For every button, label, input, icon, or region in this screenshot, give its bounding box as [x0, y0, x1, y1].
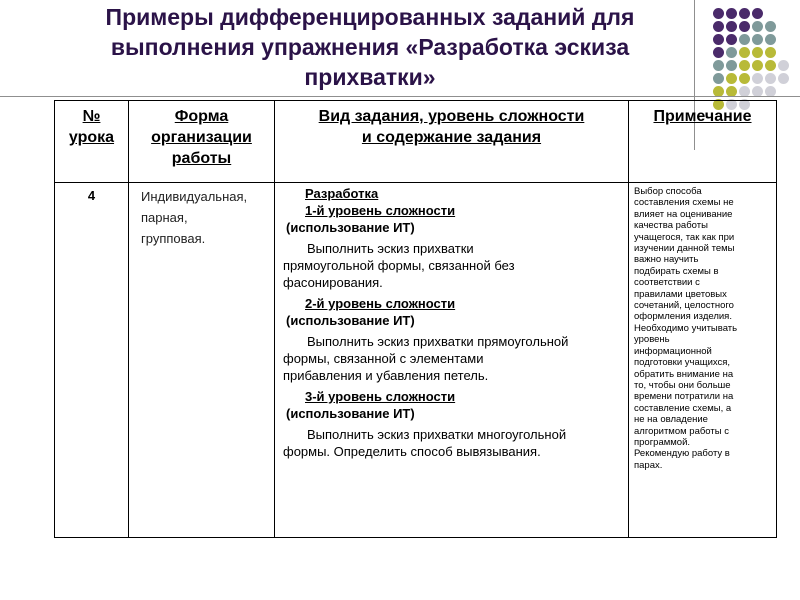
decorative-dot [765, 47, 776, 58]
decorative-dot [713, 8, 724, 19]
note-line: алгоритмом работы с [634, 425, 729, 437]
header-text: Примечание [653, 108, 752, 125]
task-text-line: формы, связанной с элементами [283, 351, 484, 366]
note-line: подбирать схемы в [634, 265, 719, 277]
note-line: оформления изделия. [634, 311, 732, 323]
header-text: № [82, 108, 101, 125]
note-line: составление схемы, а [634, 402, 732, 414]
decorative-dot [765, 34, 776, 45]
level-1-label: 1-й уровень сложности [305, 203, 456, 218]
slide-title [30, 2, 710, 92]
task-text-line: фасонирования. [283, 275, 383, 290]
decorative-dot [752, 73, 763, 84]
task-text-line: Выполнить эскиз прихватки [307, 241, 474, 256]
header-note [629, 101, 777, 183]
note-line: информационной [634, 345, 712, 357]
note-line: качества работы [634, 220, 708, 232]
decorative-dot [752, 60, 763, 71]
note-line: не на овладение [634, 414, 708, 426]
decorative-dot [752, 21, 763, 32]
note-line: изучении данной темы [634, 243, 735, 255]
decorative-dot [713, 34, 724, 45]
task-text-line: Выполнить эскиз прихватки прямоугольной [307, 334, 569, 349]
note-line: Выбор способа [634, 186, 702, 197]
decorative-dot [765, 60, 776, 71]
decorative-dot [713, 47, 724, 58]
decorative-dot [739, 47, 750, 58]
note-line: правилами цветовых [634, 288, 727, 300]
table-header-row [55, 101, 777, 183]
header-text: и содержание задания [361, 129, 542, 146]
note-line: влияет на оценивание [634, 208, 733, 220]
note-line: времени потратили на [634, 391, 734, 403]
horizontal-divider-line [0, 96, 800, 97]
title-line-2: выполнения упражнения «Разработка эскиза [110, 34, 630, 60]
decorative-dot [765, 21, 776, 32]
task-text-line: прибавления и убавления петель. [283, 368, 489, 383]
header-text: Форма [174, 108, 229, 125]
header-text: урока [68, 129, 115, 146]
decorative-dot [765, 73, 776, 84]
note-line: Рекомендую работу в [634, 448, 730, 460]
lesson-number-cell: 4 [55, 183, 129, 538]
decorative-dot [726, 34, 737, 45]
header-work-form [129, 101, 275, 183]
tasks-table [54, 100, 777, 538]
decorative-dot [739, 34, 750, 45]
note-line: важно научить [634, 254, 699, 266]
decorative-dot [739, 8, 750, 19]
note-line: парах. [634, 459, 663, 471]
task-content-cell [275, 183, 629, 538]
it-usage-label: (использование ИТ) [286, 220, 415, 235]
decorative-dot [778, 60, 789, 71]
note-line: подготовки учащихся, [634, 357, 731, 369]
task-text-line: формы. Определить способ вывязывания. [283, 444, 541, 459]
work-form-line: Индивидуальная, [141, 189, 248, 204]
note-line: Необходимо учитывать [634, 322, 738, 334]
note-line: сочетаний, целостного [634, 300, 734, 312]
note-line: программой. [634, 436, 691, 448]
decorative-dot [739, 60, 750, 71]
decorative-dot [726, 60, 737, 71]
it-usage-label: (использование ИТ) [286, 313, 415, 328]
decorative-dot [726, 21, 737, 32]
table-row [55, 183, 777, 538]
level-2-label: 2-й уровень сложности [305, 296, 456, 311]
decorative-dot [752, 47, 763, 58]
task-heading: Разработка [305, 186, 379, 201]
work-form-line: групповая. [141, 231, 206, 246]
note-cell [629, 183, 777, 538]
decorative-dot [752, 8, 763, 19]
note-line: учащегося, так как при [634, 231, 735, 243]
header-task-type [275, 101, 629, 183]
decorative-dot [713, 73, 724, 84]
decorative-dot [726, 73, 737, 84]
work-form-line: парная, [141, 210, 188, 225]
header-text: организации [151, 129, 252, 146]
level-3-label: 3-й уровень сложности [305, 389, 456, 404]
decorative-dot [778, 73, 789, 84]
work-form-cell [129, 183, 275, 538]
decorative-dot [713, 21, 724, 32]
decorative-dot [739, 21, 750, 32]
note-line: обратить внимание на [634, 368, 734, 380]
title-line-1: Примеры дифференцированных заданий для [105, 4, 635, 30]
header-text: работы [171, 150, 232, 167]
header-lesson-number [55, 101, 129, 183]
decorative-dot [726, 8, 737, 19]
note-line: соответствии с [634, 277, 700, 289]
title-line-3: прихватки» [304, 64, 436, 90]
note-line: составления схемы не [634, 197, 734, 209]
it-usage-label: (использование ИТ) [286, 406, 415, 421]
decorative-dot [713, 60, 724, 71]
decorative-dot [726, 47, 737, 58]
task-text-line: прямоугольной формы, связанной без [283, 258, 515, 273]
decorative-dot [752, 34, 763, 45]
note-line: уровень [634, 334, 670, 346]
note-line: то, чтобы они больше [634, 379, 731, 391]
header-text: Вид задания, уровень сложности [318, 108, 585, 125]
task-text-line: Выполнить эскиз прихватки многоугольной [307, 427, 567, 442]
decorative-dot [739, 73, 750, 84]
